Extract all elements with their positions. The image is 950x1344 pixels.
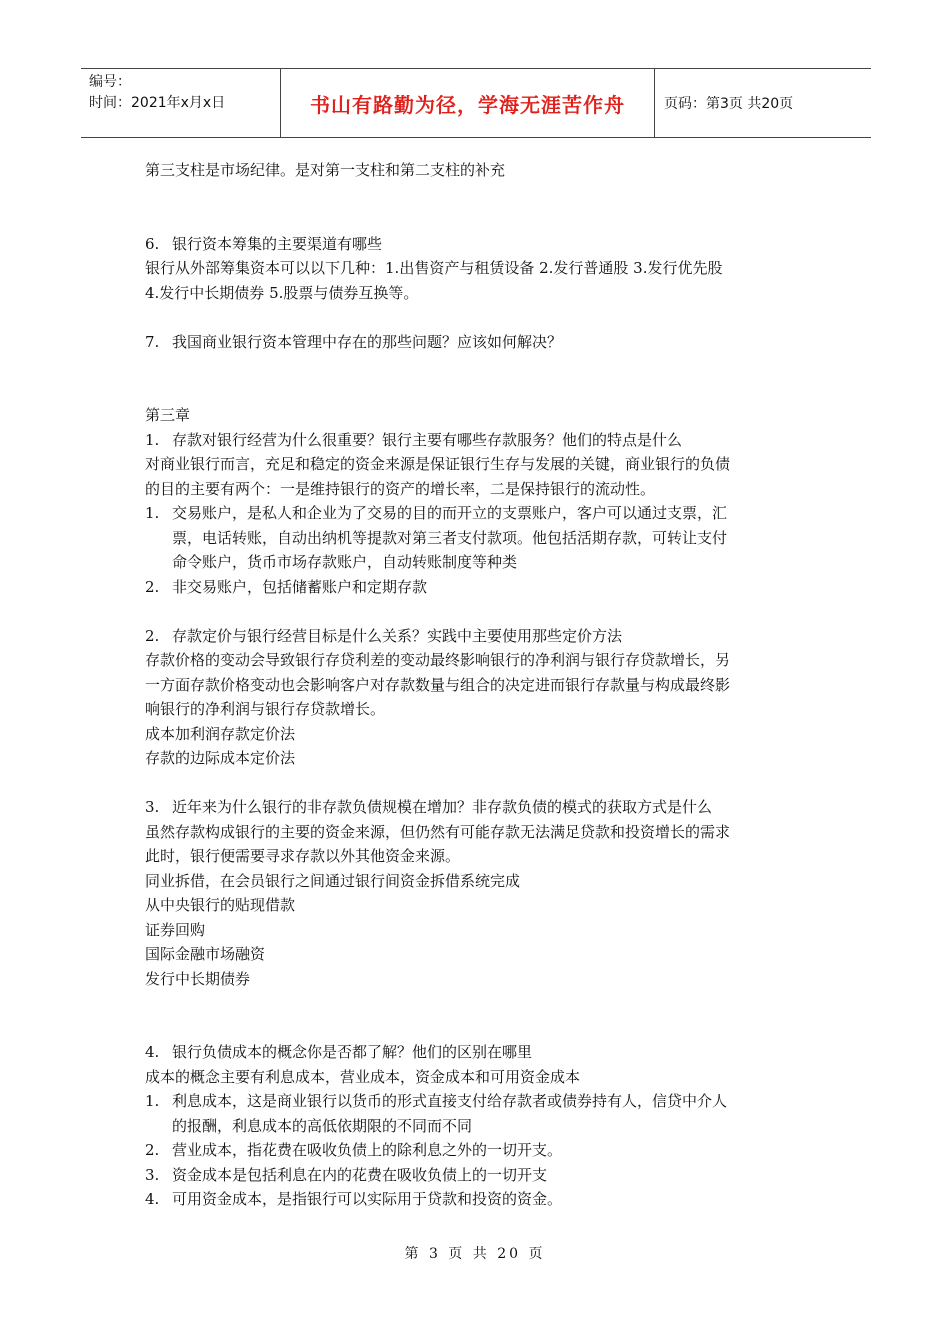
list-number: 7. bbox=[145, 332, 160, 351]
list-number: 6. bbox=[145, 234, 160, 253]
list-number: 3. bbox=[145, 798, 160, 816]
list-item-text: 非交易账户，包括储蓄账户和定期存款 bbox=[172, 577, 428, 596]
header-meta bbox=[81, 69, 281, 137]
page-footer: 第 3 页 共 20 页 bbox=[404, 1246, 546, 1262]
list-item-text: 利息成本，这是商业银行以货币的形式直接支付给存款者或债券持有人，信贷中介人 bbox=[172, 1092, 728, 1110]
list-number: 1. bbox=[145, 504, 160, 522]
chapter-question-3 bbox=[145, 795, 825, 820]
paragraph: 成本的概念主要有利息成本，营业成本，资金成本和可用资金成本 bbox=[145, 1067, 581, 1086]
list-item bbox=[145, 575, 825, 600]
header-motto-cell bbox=[281, 69, 655, 137]
chapter-question-2 bbox=[145, 624, 825, 649]
list-number: 2. bbox=[145, 577, 160, 596]
list-item-text: 可用资金成本，是指银行可以实际用于贷款和投资的资金。 bbox=[172, 1190, 563, 1208]
paragraph: 此时，银行便需要寻求存款以外其他资金来源。 bbox=[145, 847, 461, 865]
paragraph: 响银行的净利润与银行存贷款增长。 bbox=[145, 700, 386, 718]
paragraph: 发行中长期债券 bbox=[145, 969, 251, 988]
paragraph: 第三支柱是市场纪律。是对第一支柱和第二支柱的补充 bbox=[145, 161, 506, 179]
list-number: 1. bbox=[145, 1092, 160, 1110]
page-header bbox=[81, 68, 871, 138]
paragraph: 对商业银行而言，充足和稳定的资金来源是保证银行生存与发展的关键，商业银行的负债 bbox=[145, 455, 731, 473]
question-text: 我国商业银行资本管理中存在的那些问题？应该如何解决？ bbox=[172, 332, 563, 351]
chapter-heading: 第三章 bbox=[145, 406, 191, 424]
list-item bbox=[145, 1187, 825, 1212]
paragraph: 存款的边际成本定价法 bbox=[145, 749, 296, 767]
document-date-label: 时间：2021年x月x日 bbox=[89, 95, 226, 111]
question-text: 近年来为什么银行的非存款负债规模在增加？非存款负债的模式的获取方式是什么 bbox=[172, 798, 713, 816]
list-item-text: 营业成本，指花费在吸收负债上的除利息之外的一切开支。 bbox=[172, 1141, 563, 1159]
list-number: 3. bbox=[145, 1165, 160, 1184]
list-item-text: 交易账户，是私人和企业为了交易的目的而开立的支票账户，客户可以通过支票，汇 bbox=[172, 504, 728, 522]
question-text: 银行负债成本的概念你是否都了解？他们的区别在哪里 bbox=[172, 1043, 533, 1061]
list-item-text: 资金成本是包括利息在内的花费在吸收负债上的一切开支 bbox=[172, 1165, 548, 1184]
paragraph: 的目的主要有两个：一是维持银行的资产的增长率，二是保持银行的流动性。 bbox=[145, 479, 656, 498]
document-number-label: 编号： bbox=[89, 74, 131, 90]
list-item-continuation: 的报酬，利息成本的高低依期限的不同而不同 bbox=[172, 1116, 473, 1135]
list-item-continuation: 命令账户，货币市场存款账户，自动转账制度等种类 bbox=[172, 553, 518, 571]
question-text: 银行资本筹集的主要渠道有哪些 bbox=[172, 234, 383, 253]
list-item-continuation: 票，电话转账，自动出纳机等提款对第三者支付款项。他包括活期存款，可转让支付 bbox=[172, 528, 728, 547]
header-page-label: 页码：第3页 共20页 bbox=[664, 96, 794, 112]
list-item bbox=[145, 1138, 825, 1163]
list-number: 4. bbox=[145, 1043, 160, 1061]
list-item bbox=[145, 501, 825, 526]
paragraph: 存款价格的变动会导致银行存贷利差的变动最终影响银行的净利润与银行存贷款增长，另 bbox=[145, 651, 731, 669]
question-text: 存款定价与银行经营目标是什么关系？实践中主要使用那些定价方法 bbox=[172, 626, 623, 645]
list-number: 2. bbox=[145, 626, 160, 645]
list-number: 1. bbox=[145, 430, 160, 449]
chapter-question-4 bbox=[145, 1040, 825, 1065]
paragraph: 虽然存款构成银行的主要的资金来源，但仍然有可能存款无法满足贷款和投资增长的需求 bbox=[145, 822, 731, 841]
question-6 bbox=[145, 232, 825, 257]
question-7 bbox=[145, 330, 825, 355]
paragraph: 国际金融市场融资 bbox=[145, 945, 266, 963]
list-item bbox=[145, 1089, 825, 1114]
question-text: 存款对银行经营为什么很重要？银行主要有哪些存款服务？他们的特点是什么 bbox=[172, 430, 683, 449]
paragraph: 银行从外部筹集资本可以以下几种：1.出售资产与租赁设备 2.发行普通股 3.发行优先股 bbox=[145, 259, 723, 277]
paragraph: 证券回购 bbox=[145, 920, 206, 939]
header-page-info bbox=[655, 69, 871, 137]
paragraph: 成本加利润存款定价法 bbox=[145, 724, 296, 743]
list-item bbox=[145, 1163, 825, 1188]
paragraph: 一方面存款价格变动也会影响客户对存款数量与组合的决定进而银行存款量与构成最终影 bbox=[145, 675, 731, 694]
paragraph: 4.发行中长期债券 5.股票与债券互换等。 bbox=[145, 283, 419, 302]
header-motto: 书山有路勤为径，学海无涯苦作舟 bbox=[310, 92, 625, 117]
chapter-question-1 bbox=[145, 428, 825, 453]
list-number: 2. bbox=[145, 1141, 160, 1159]
paragraph: 从中央银行的贴现借款 bbox=[145, 896, 296, 914]
paragraph: 同业拆借，在会员银行之间通过银行间资金拆借系统完成 bbox=[145, 871, 521, 890]
document-body bbox=[145, 158, 825, 1212]
list-number: 4. bbox=[145, 1190, 160, 1208]
